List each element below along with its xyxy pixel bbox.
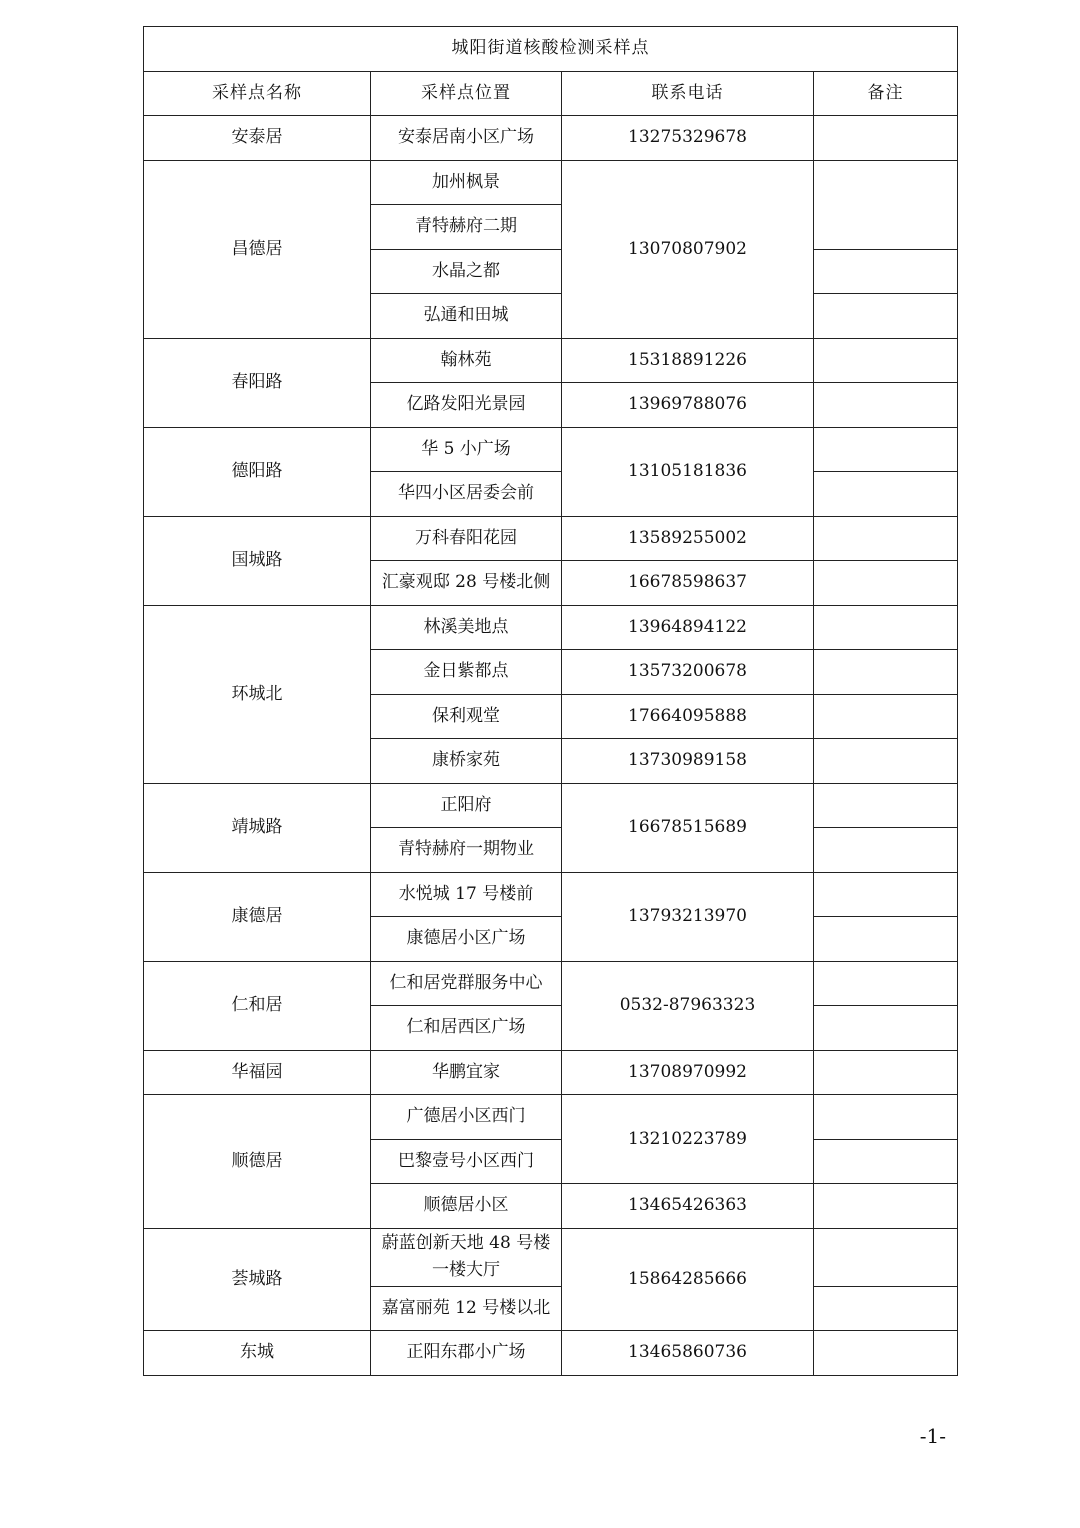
header-row: [144, 71, 958, 116]
site-name-cell: 康德居: [144, 872, 371, 961]
phone-cell: 13465860736: [562, 1331, 814, 1376]
site-location-cell: 加州枫景: [371, 160, 562, 205]
remarks-cell: [814, 160, 958, 249]
site-location-cell: 蔚蓝创新天地 48 号楼一楼大厅: [371, 1228, 562, 1286]
phone-cell: 13730989158: [562, 739, 814, 784]
site-name-cell: 安泰居: [144, 116, 371, 161]
remarks-cell: [814, 1095, 958, 1140]
site-location-cell: 仁和居党群服务中心: [371, 961, 562, 1006]
phone-cell: 16678515689: [562, 783, 814, 872]
table-row: [144, 160, 958, 205]
remarks-cell: [814, 828, 958, 873]
table-row: [144, 1050, 958, 1095]
phone-cell: 15318891226: [562, 338, 814, 383]
header-phone: 联系电话: [562, 71, 814, 116]
site-location-cell: 林溪美地点: [371, 605, 562, 650]
site-name-cell: 华福园: [144, 1050, 371, 1095]
phone-cell: 13210223789: [562, 1095, 814, 1184]
site-location-cell: 顺德居小区: [371, 1184, 562, 1229]
remarks-cell: [814, 739, 958, 784]
table-row: [144, 1095, 958, 1140]
site-location-cell: 青特赫府二期: [371, 205, 562, 250]
phone-cell: 13275329678: [562, 116, 814, 161]
site-location-cell: 水悦城 17 号楼前: [371, 872, 562, 917]
phone-cell: 13793213970: [562, 872, 814, 961]
remarks-cell: [814, 1139, 958, 1184]
phone-cell: 13964894122: [562, 605, 814, 650]
site-location-cell: 广德居小区西门: [371, 1095, 562, 1140]
phone-cell: 17664095888: [562, 694, 814, 739]
site-location-cell: 嘉富丽苑 12 号楼以北: [371, 1286, 562, 1331]
phone-cell: 13708970992: [562, 1050, 814, 1095]
remarks-cell: [814, 650, 958, 695]
site-name-cell: 荟城路: [144, 1228, 371, 1331]
site-name-cell: 昌德居: [144, 160, 371, 338]
remarks-cell: [814, 249, 958, 294]
remarks-cell: [814, 694, 958, 739]
remarks-cell: [814, 961, 958, 1006]
site-name-cell: 国城路: [144, 516, 371, 605]
site-location-cell: 弘通和田城: [371, 294, 562, 339]
remarks-cell: [814, 783, 958, 828]
remarks-cell: [814, 116, 958, 161]
site-location-cell: 万科春阳花园: [371, 516, 562, 561]
site-location-cell: 华四小区居委会前: [371, 472, 562, 517]
phone-cell: 13465426363: [562, 1184, 814, 1229]
site-location-cell: 巴黎壹号小区西门: [371, 1139, 562, 1184]
remarks-cell: [814, 383, 958, 428]
phone-cell: 13105181836: [562, 427, 814, 516]
remarks-cell: [814, 561, 958, 606]
remarks-cell: [814, 917, 958, 962]
site-name-cell: 仁和居: [144, 961, 371, 1050]
table-row: [144, 1331, 958, 1376]
site-name-cell: 春阳路: [144, 338, 371, 427]
table-title: 城阳街道核酸检测采样点: [144, 27, 958, 72]
site-name-cell: 东城: [144, 1331, 371, 1376]
phone-cell: 13589255002: [562, 516, 814, 561]
remarks-cell: [814, 1006, 958, 1051]
remarks-cell: [814, 1331, 958, 1376]
remarks-cell: [814, 1050, 958, 1095]
phone-cell: 13070807902: [562, 160, 814, 338]
remarks-cell: [814, 294, 958, 339]
remarks-cell: [814, 338, 958, 383]
phone-cell: 13573200678: [562, 650, 814, 695]
phone-cell: 16678598637: [562, 561, 814, 606]
table-row: [144, 427, 958, 472]
phone-cell: 13969788076: [562, 383, 814, 428]
table-row: [144, 872, 958, 917]
phone-cell: 15864285666: [562, 1228, 814, 1331]
remarks-cell: [814, 872, 958, 917]
site-location-cell: 正阳东郡小广场: [371, 1331, 562, 1376]
header-site-name: 采样点名称: [144, 71, 371, 116]
table-row: [144, 116, 958, 161]
table-row: [144, 338, 958, 383]
remarks-cell: [814, 1184, 958, 1229]
site-location-cell: 安泰居南小区广场: [371, 116, 562, 161]
remarks-cell: [814, 516, 958, 561]
site-location-cell: 康德居小区广场: [371, 917, 562, 962]
site-location-cell: 青特赫府一期物业: [371, 828, 562, 873]
table-row: [144, 605, 958, 650]
table-row: [144, 783, 958, 828]
site-name-cell: 顺德居: [144, 1095, 371, 1229]
site-location-cell: 康桥家苑: [371, 739, 562, 784]
site-name-cell: 德阳路: [144, 427, 371, 516]
site-name-cell: 环城北: [144, 605, 371, 783]
site-location-cell: 仁和居西区广场: [371, 1006, 562, 1051]
table-row: [144, 961, 958, 1006]
site-name-cell: 靖城路: [144, 783, 371, 872]
site-location-cell: 汇豪观邸 28 号楼北侧: [371, 561, 562, 606]
site-location-cell: 亿路发阳光景园: [371, 383, 562, 428]
table-row: [144, 1228, 958, 1286]
page-number: -1-: [919, 1424, 946, 1448]
sampling-sites-table: [143, 26, 958, 1376]
site-location-cell: 水晶之都: [371, 249, 562, 294]
remarks-cell: [814, 605, 958, 650]
site-location-cell: 华鹏宜家: [371, 1050, 562, 1095]
phone-cell: 0532-87963323: [562, 961, 814, 1050]
header-site-location: 采样点位置: [371, 71, 562, 116]
table-row: [144, 516, 958, 561]
site-location-cell: 保利观堂: [371, 694, 562, 739]
remarks-cell: [814, 1228, 958, 1286]
site-location-cell: 正阳府: [371, 783, 562, 828]
remarks-cell: [814, 1286, 958, 1331]
title-row: [144, 27, 958, 72]
remarks-cell: [814, 427, 958, 472]
site-location-cell: 翰林苑: [371, 338, 562, 383]
header-remarks: 备注: [814, 71, 958, 116]
site-location-cell: 华 5 小广场: [371, 427, 562, 472]
site-location-cell: 金日紫都点: [371, 650, 562, 695]
remarks-cell: [814, 472, 958, 517]
